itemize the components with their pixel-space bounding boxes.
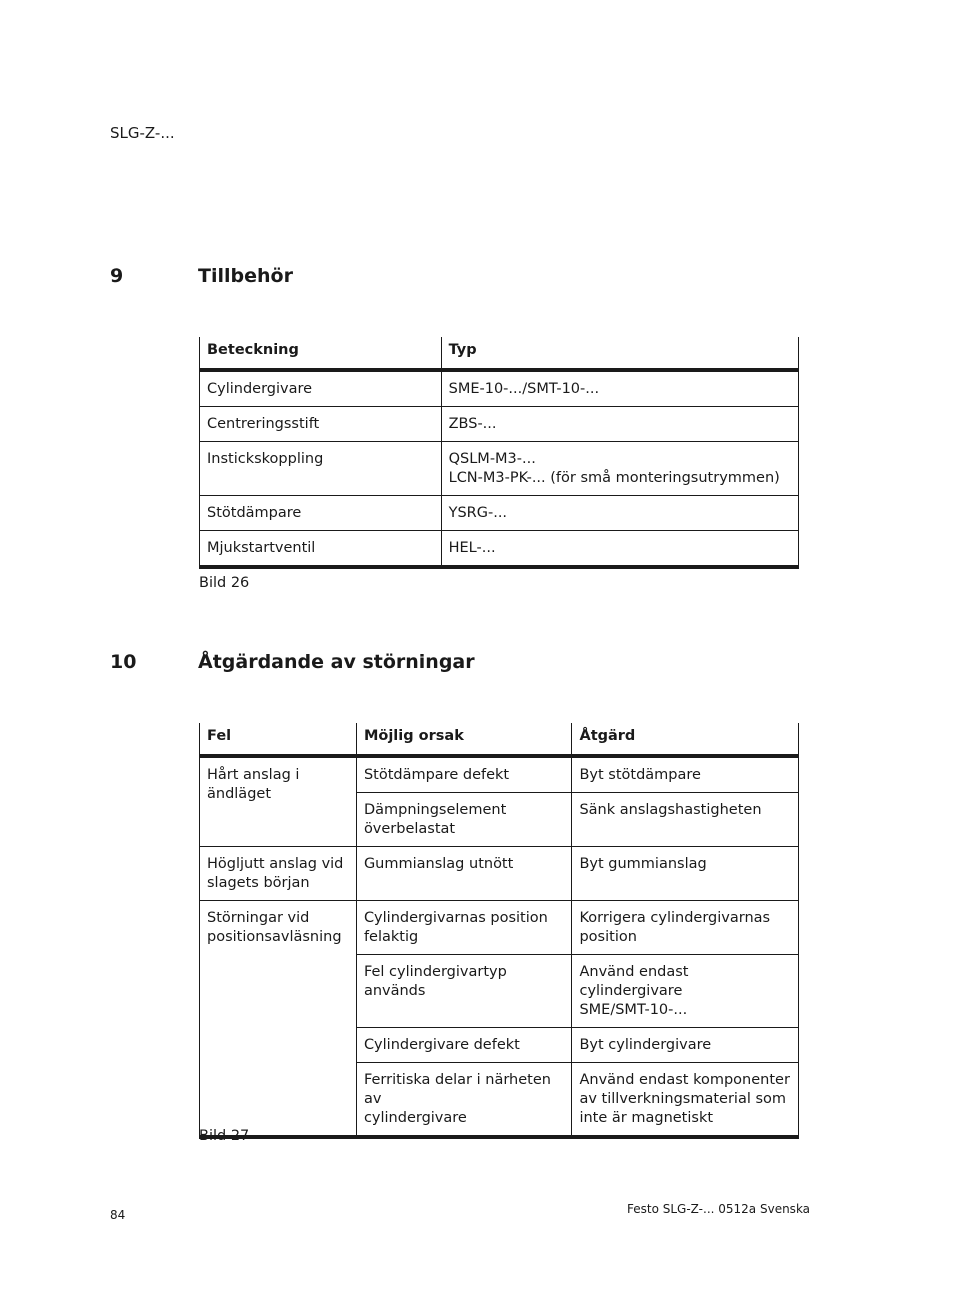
section-number: 9 <box>110 265 124 287</box>
remedy-cell: Byt gummianslag <box>572 847 799 901</box>
table-row <box>200 531 799 568</box>
type-cell: HEL-... <box>441 531 798 568</box>
cause-cell: Ferritiska delar i närheten av cylindergivare <box>356 1063 572 1138</box>
cause-cell: Fel cylindergivartyp används <box>356 955 572 1028</box>
remedy-cell: Korrigera cylindergivarnas position <box>572 901 799 955</box>
remedy-cell: Använd endast cylindergivare SME/SMT-10-... <box>572 955 799 1028</box>
cause-cell: Dämpningselement överbelastat <box>356 793 572 847</box>
section-title: Tillbehör <box>198 265 293 287</box>
table-row <box>200 901 799 955</box>
type-cell: SME-10-.../SMT-10-... <box>441 370 798 407</box>
document-code: SLG-Z-... <box>110 124 175 142</box>
designation-cell: Cylindergivare <box>200 370 442 407</box>
accessories-table <box>199 337 799 569</box>
table-row <box>200 756 799 793</box>
cause-cell: Gummianslag utnött <box>356 847 572 901</box>
column-header: Fel <box>200 723 357 756</box>
type-cell: QSLM-M3-... LCN-M3-PK-... (för små monteringsutrymmen) <box>441 442 798 496</box>
type-cell: YSRG-... <box>441 496 798 531</box>
troubleshooting-table <box>199 723 799 1139</box>
designation-cell: Instickskoppling <box>200 442 442 496</box>
designation-cell: Stötdämpare <box>200 496 442 531</box>
column-header: Åtgärd <box>572 723 799 756</box>
column-header: Typ <box>441 337 798 370</box>
cause-cell: Cylindergivare defekt <box>356 1028 572 1063</box>
fault-cell: Störningar vid positionsavläsning <box>200 901 357 1138</box>
column-header: Beteckning <box>200 337 442 370</box>
footer-doc-info: Festo SLG-Z-... 0512a Svenska <box>627 1202 811 1216</box>
table-row <box>200 496 799 531</box>
table-row <box>200 407 799 442</box>
figure-caption: Bild 26 <box>199 575 250 591</box>
section-title: Åtgärdande av störningar <box>198 651 475 673</box>
type-cell: ZBS-... <box>441 407 798 442</box>
remedy-cell: Byt cylindergivare <box>572 1028 799 1063</box>
remedy-cell: Sänk anslagshastigheten <box>572 793 799 847</box>
remedy-cell: Använd endast komponenter av tillverkningsmaterial som inte är magnetiskt <box>572 1063 799 1138</box>
designation-cell: Centreringsstift <box>200 407 442 442</box>
section-number: 10 <box>110 651 137 673</box>
cause-cell: Cylindergivarnas position felaktig <box>356 901 572 955</box>
designation-cell: Mjukstartventil <box>200 531 442 568</box>
table-row <box>200 847 799 901</box>
fault-cell: Hårt anslag i ändläget <box>200 756 357 847</box>
page-number: 84 <box>110 1208 126 1222</box>
table-header-row <box>200 337 799 370</box>
column-header: Möjlig orsak <box>356 723 572 756</box>
figure-caption: Bild 27 <box>199 1128 250 1144</box>
table-header-row <box>200 723 799 756</box>
fault-cell: Högljutt anslag vid slagets början <box>200 847 357 901</box>
table-row <box>200 370 799 407</box>
remedy-cell: Byt stötdämpare <box>572 756 799 793</box>
cause-cell: Stötdämpare defekt <box>356 756 572 793</box>
table-row <box>200 442 799 496</box>
